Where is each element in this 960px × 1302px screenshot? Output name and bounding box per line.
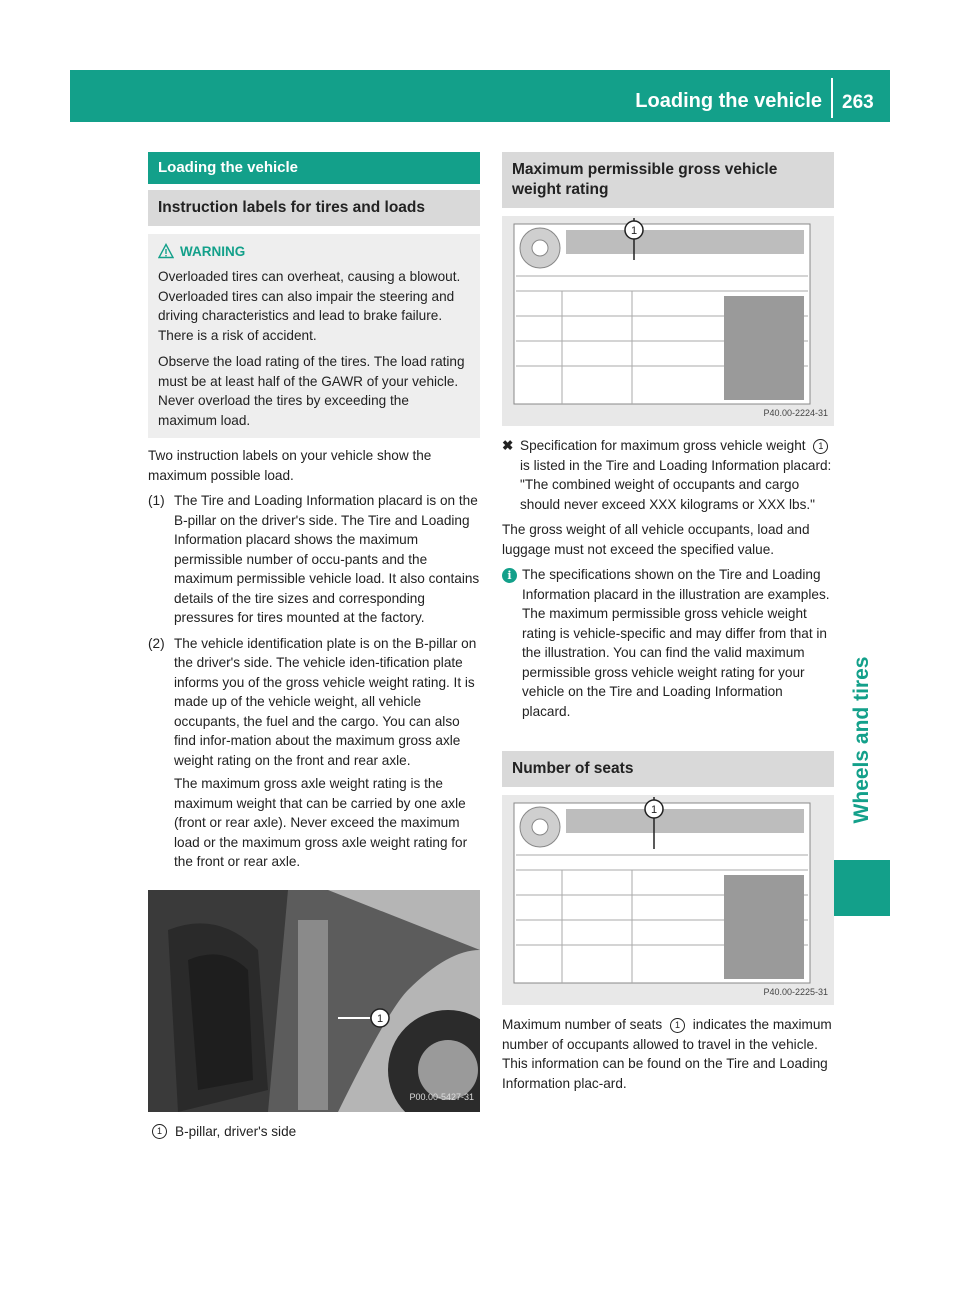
svg-text:1: 1 — [650, 804, 658, 816]
warning-text-2: Observe the load rating of the tires. The load rating must be at least half of the GAWR of your vehicle. Never overload the tires by exceeding the maximum load. — [158, 354, 465, 428]
warning-header — [158, 242, 470, 262]
arrow-bullet-icon: ✖ — [502, 438, 514, 453]
list-item-label: (1) — [148, 493, 165, 508]
list-item-label: (2) — [148, 635, 165, 651]
list-item-text: The vehicle identification plate is on the B-pillar on the driver's side. The vehicle iden-tification plate informs you of the gross vehicle weight rating. It is made up of the vehicle weight, all vehicle occupants, the fuel and the cargo. You can also find infor-mation about the maximum gross axle weight rating on the front and rear axle. — [174, 635, 477, 768]
bullet-text-post: is listed in the Tire and Loading Information placard: "The combined weight of occupants and cargo should never exceed XXX kilograms or XXX lbs." — [520, 457, 832, 512]
callout-number: 1 — [152, 1124, 167, 1139]
list-item-text: The Tire and Loading Information placard is on the B-pillar on the driver's side. The Tire and Loading Information placard shows the maximum permissible number of occu-pants and the maximum permissible vehicle load. It also contains details of the tire sizes and corresponding pressures for tires mounted at the factory. — [174, 493, 480, 625]
chapter-tab-label: Wheels and tires — [850, 656, 873, 824]
figure-code: P40.00-2224-31 — [763, 407, 828, 418]
right-column — [502, 152, 834, 1099]
header-separator — [831, 78, 833, 118]
section-title: Maximum permissible gross vehicle weight rating — [502, 152, 834, 208]
seats-text-pre: Maximum number of seats — [502, 1017, 663, 1032]
info-text: The specifications shown on the Tire and Loading Information placard in the illustration are examples. The maximum permissible gross vehicle weight rating is vehicle-specific and may differ from that in the illustration. You can find the valid maximum permissible gross vehicle weight rating for your vehicle on the Tire and Loading Information placard. — [522, 567, 830, 719]
info-note — [502, 565, 834, 721]
list-item — [148, 491, 480, 632]
warning-label: WARNING — [180, 243, 246, 259]
figure-code: P00.00-5427-31 — [409, 1092, 474, 1102]
chapter-tab — [834, 640, 890, 840]
section-title: Loading the vehicle — [148, 152, 480, 184]
tire-loading-placard — [502, 216, 834, 426]
tire-loading-placard-seats — [502, 795, 834, 1005]
intro-paragraph: Two instruction labels on your vehicle show the maximum possible load. — [148, 448, 432, 483]
section-title-seats: Number of seats — [502, 751, 834, 787]
page-header-title: Loading the vehicle — [635, 90, 822, 112]
svg-text:1: 1 — [376, 1012, 384, 1025]
svg-text:1: 1 — [630, 225, 638, 237]
callout-number: 1 — [670, 1018, 685, 1033]
seats-text-post: indicates the maximum number of occupants allowed to travel in the vehicle. This information can be found on the Tire and Loading Information plac-ard. — [502, 1017, 832, 1091]
figure-caption — [148, 1122, 480, 1142]
b-pillar-photo — [148, 890, 480, 1112]
list-item-text-2: The maximum gross axle weight rating is the maximum weight that can be carried by one axle (front or rear axle). Never exceed the maximum load or the maximum gross axle weight rating for the front or rear axle. — [174, 776, 468, 869]
car-interior-illustration — [148, 890, 480, 1112]
chapter-marker — [834, 860, 890, 916]
seats-paragraph — [502, 1015, 834, 1093]
callout-number: 1 — [813, 439, 828, 454]
placard-figure-seats — [502, 795, 834, 1005]
gross-weight-paragraph: The gross weight of all vehicle occupants, load and luggage must not exceed the specified value. — [502, 522, 810, 557]
subsection-title: Instruction labels for tires and loads — [148, 190, 480, 226]
warning-text-1: Overloaded tires can overheat, causing a blowout. Overloaded tires can also impair the steering and driving characteristics and lead to brake failure. There is a risk of accident. — [158, 269, 461, 343]
page-number: 263 — [842, 92, 874, 113]
list-item — [148, 634, 480, 876]
instruction-bullet — [502, 436, 834, 514]
warning-box — [148, 234, 480, 439]
left-column — [148, 152, 480, 1141]
bullet-text-pre: Specification for maximum gross vehicle weight — [520, 438, 806, 453]
warning-triangle-icon — [158, 243, 174, 259]
info-icon: i — [502, 568, 517, 583]
figure-code: P40.00-2225-31 — [763, 986, 828, 997]
placard-figure — [502, 216, 834, 426]
caption-text: B-pillar, driver's side — [175, 1123, 297, 1139]
